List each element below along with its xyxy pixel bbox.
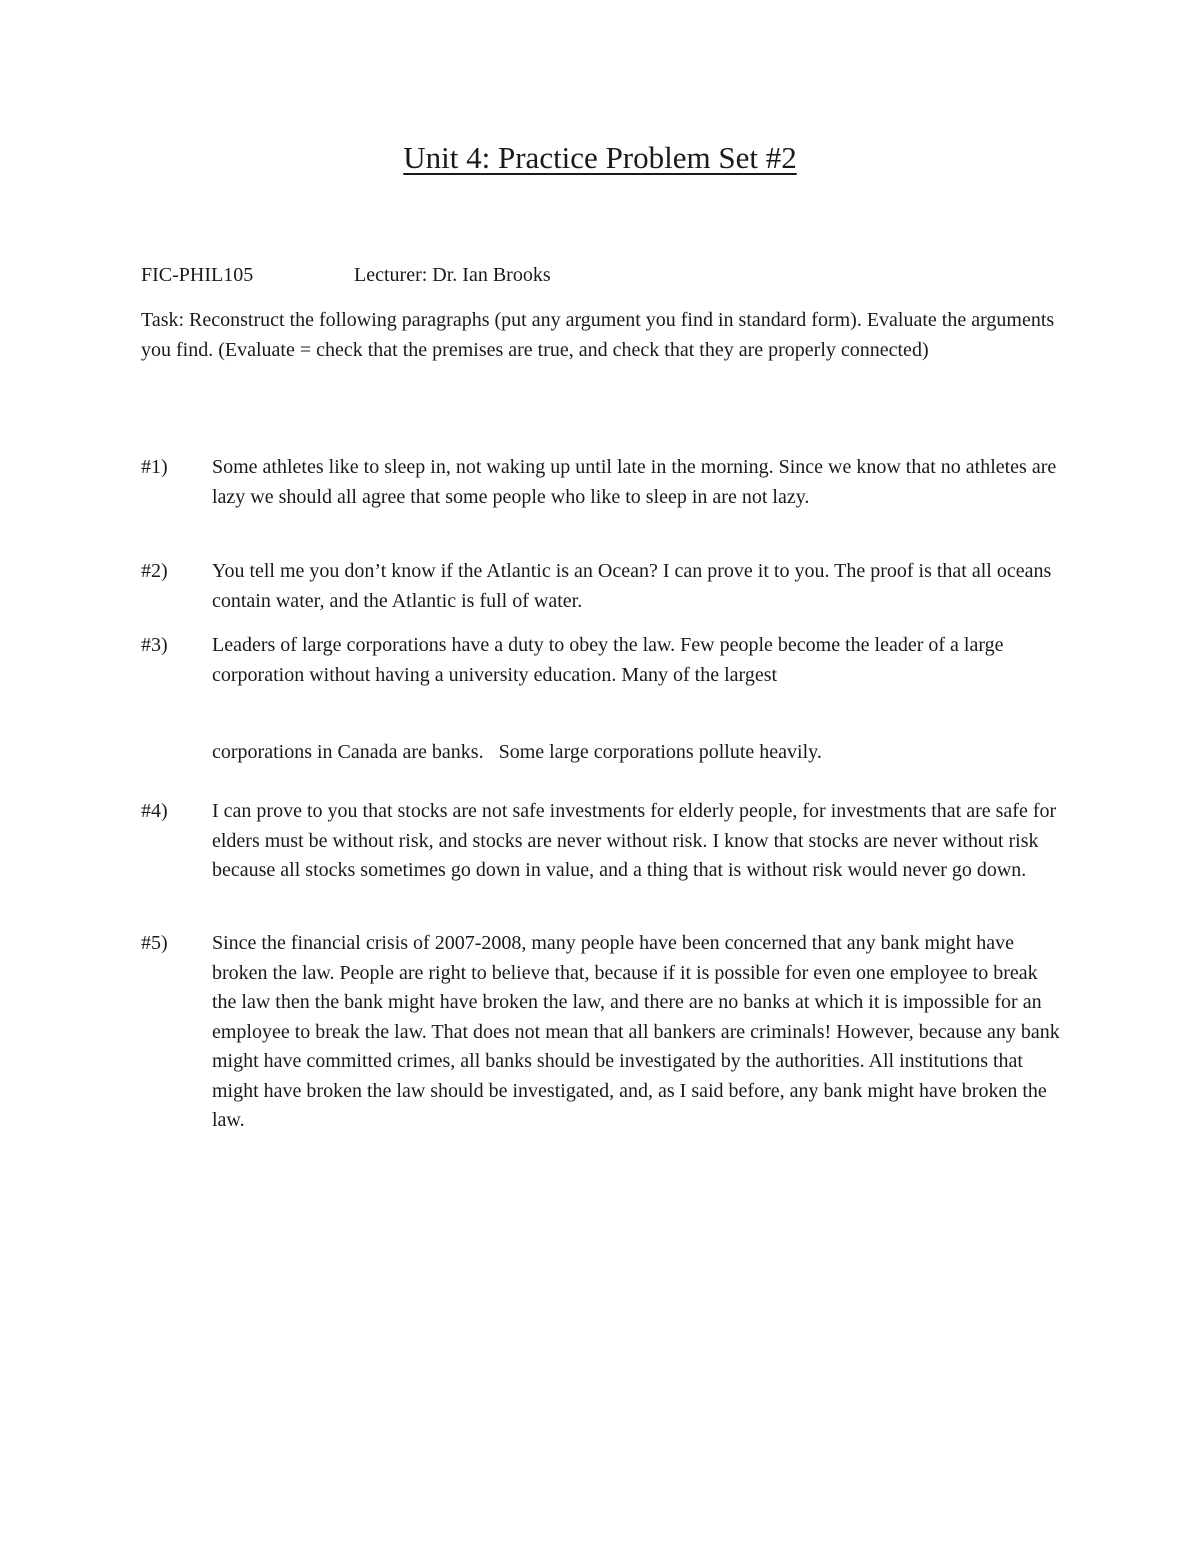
problem-number: #4) (141, 800, 168, 822)
problem-text: Some athletes like to sleep in, not waking up until late in the morning. Since we know that no athletes are lazy we should all agree that some people who like to sleep in are not lazy. (212, 456, 1057, 508)
lecturer-name: Lecturer: Dr. Ian Brooks (354, 264, 551, 286)
problem-text: Since the financial crisis of 2007-2008, many people have been concerned that any bank might have broken the law. People are right to believe that, because if it is possible for even one employee to break the law then the bank might have broken the law, and there are no banks at which it is impossible for an employee to break the law. That does not mean that all bankers are criminals! However, because any bank might have committed crimes, all banks should be investigated by the authorities. All institutions that might have broken the law should be investigated, and, as I said before, any bank might have broken the law. (212, 932, 1060, 1131)
task-instructions: Task: Reconstruct the following paragraphs (put any argument you find in standard form). Evaluate the arguments you find. (Evaluate = check that the premises are true, and check that they are properly connected) (141, 309, 1055, 361)
problem-number: #2) (141, 560, 168, 582)
problem-number: #3) (141, 634, 168, 656)
problem-number: #1) (141, 456, 168, 478)
problem-number: #5) (141, 932, 168, 954)
course-code: FIC-PHIL105 (141, 264, 254, 286)
problem-text: Leaders of large corporations have a duty to obey the law. Few people become the leader of a large corporation without having a university education. Many of the largest (212, 634, 1004, 686)
document-title: Unit 4: Practice Problem Set #2 (403, 140, 797, 175)
problem-text-continuation: corporations in Canada are banks. Some large corporations pollute heavily. (212, 741, 822, 763)
problem-text: I can prove to you that stocks are not safe investments for elderly people, for investments that are safe for elders must be without risk, and stocks are never without risk. I know that stocks are never without risk because all stocks sometimes go down in value, and a thing that is without risk would never go down. (212, 800, 1057, 881)
problem-text: You tell me you don’t know if the Atlantic is an Ocean? I can prove it to you. The proof is that all oceans contain water, and the Atlantic is full of water. (212, 560, 1052, 612)
